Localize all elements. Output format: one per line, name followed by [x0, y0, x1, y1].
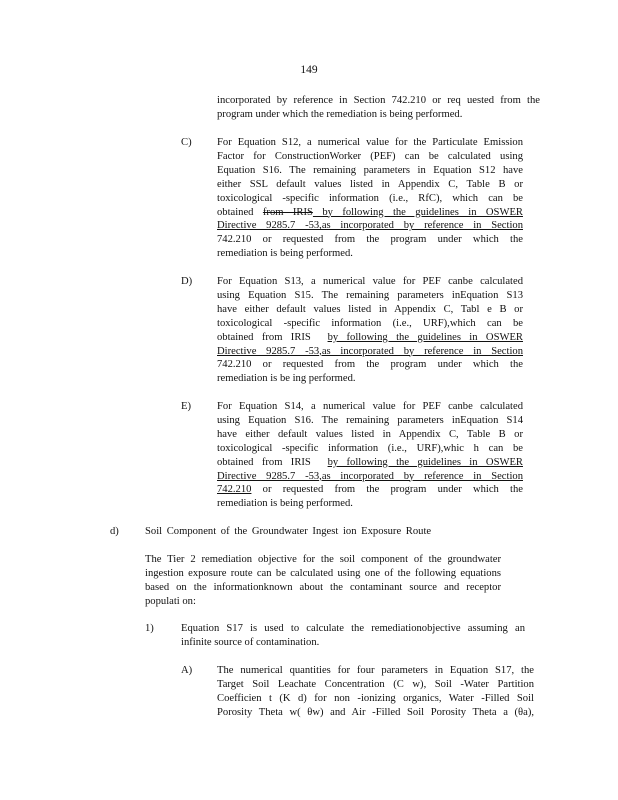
text-line: Target Soil Leachate Concentration (C w), Soil -Water Partition: [217, 678, 534, 690]
item-e-paragraph: [217, 400, 523, 511]
text-fragment: obtained from IRIS: [217, 331, 311, 343]
text-fragment: obtained: [217, 206, 263, 218]
section-d-paragraph: [145, 553, 501, 609]
text-line: [217, 456, 523, 470]
text-line: using Equation S16. The remaining parameters inEquation S14: [217, 414, 523, 426]
text-line: [217, 206, 523, 220]
intro-continuation: [217, 94, 540, 122]
text-line: Porosity Theta w( θw) and Air -Filled Soil Porosity Theta a (θa),: [217, 706, 534, 718]
text-line: have either default values listed in Appendix C, Table B or: [217, 428, 523, 440]
text-line: For Equation S12, a numerical value for the Particulate Emission: [217, 137, 523, 148]
text-line: incorporated by reference in Section 742.210 or req uested from the: [217, 95, 540, 106]
inserted-text: by following the guidelines in OSWER: [327, 456, 523, 468]
text-fragment: or requested from the program under which the: [251, 484, 523, 496]
text-line: remediation is be ing performed.: [217, 373, 356, 385]
text-line: toxicological -specific information (i.e., URF),which can be: [217, 317, 523, 329]
item-a-paragraph: [217, 664, 534, 720]
text-line: 742.210 or requested from the program under which the: [217, 359, 523, 371]
text-line: ingestion exposure route can be calculated using one of the following equations: [145, 567, 501, 579]
text-line: [217, 331, 523, 345]
item-c-paragraph: [217, 136, 523, 261]
item-label-e: E): [181, 401, 191, 412]
text-line: The Tier 2 remediation objective for the soil component of the groundwater: [145, 554, 501, 565]
text-line: Factor for ConstructionWorker (PEF) can be calculated using: [217, 150, 523, 162]
text-line: using Equation S15. The remaining parameters inEquation S13: [217, 289, 523, 301]
item-label-d: D): [181, 276, 193, 287]
text-line: 742.210 or requested from the program under which the: [217, 234, 523, 246]
text-line: For Equation S14, a numerical value for PEF canbe calculated: [217, 401, 523, 412]
inserted-text-line: Directive 9285.7 -53,as incorporated by reference in Section: [217, 345, 523, 357]
page-number: 149: [300, 64, 318, 76]
inserted-text-line: Directive 9285.7 -53,as incorporated by reference in Section: [217, 470, 523, 482]
text-line: toxicological -specific information (i.e., RfC), which can be: [217, 192, 523, 204]
inserted-text-line: Directive 9285.7 -53,as incorporated by reference in Section: [217, 220, 523, 232]
text-line: toxicological -specific information (i.e., URF),whic h can be: [217, 442, 523, 454]
inserted-text: by following the guidelines in OSWER: [312, 206, 523, 218]
text-line: [217, 483, 523, 497]
text-line: Coefficien t (K d) for non -ionizing organics, Water -Filled Soil: [217, 692, 534, 704]
text-line: remediation is being performed.: [217, 248, 353, 260]
struck-text: from IRIS: [262, 206, 313, 218]
text-line: Equation S16. The remaining parameters in Equation S12 have: [217, 164, 523, 176]
text-line: populati on:: [145, 595, 196, 607]
item-1-paragraph: [181, 622, 525, 650]
text-line: either SSL default values listed in Appendix C, Table B or: [217, 178, 523, 190]
section-label-d: d): [110, 526, 119, 537]
text-line: remediation is being performed.: [217, 498, 353, 510]
item-d-paragraph: [217, 275, 523, 386]
text-line: The numerical quantities for four parameters in Equation S17, the: [217, 665, 534, 676]
text-line: based on the informationknown about the contaminant source and receptor: [145, 581, 501, 593]
text-line: have either default values listed in Appendix C, Tabl e B or: [217, 303, 523, 315]
text-line: For Equation S13, a numerical value for PEF canbe calculated: [217, 276, 523, 287]
text-line: infinite source of contamination.: [181, 636, 320, 648]
item-label-c: C): [181, 137, 192, 148]
section-heading: Soil Component of the Groundwater Ingest ion Exposure Route: [145, 526, 432, 537]
item-label-a: A): [181, 665, 193, 676]
item-label-1: 1): [145, 623, 154, 634]
inserted-text: by following the guidelines in OSWER: [327, 331, 523, 343]
inserted-text: 742.210: [217, 484, 252, 496]
text-line: Equation S17 is used to calculate the remediationobjective assuming an: [181, 623, 525, 634]
text-line: program under which the remediation is being performed.: [217, 108, 463, 120]
text-fragment: obtained from IRIS: [217, 456, 311, 468]
